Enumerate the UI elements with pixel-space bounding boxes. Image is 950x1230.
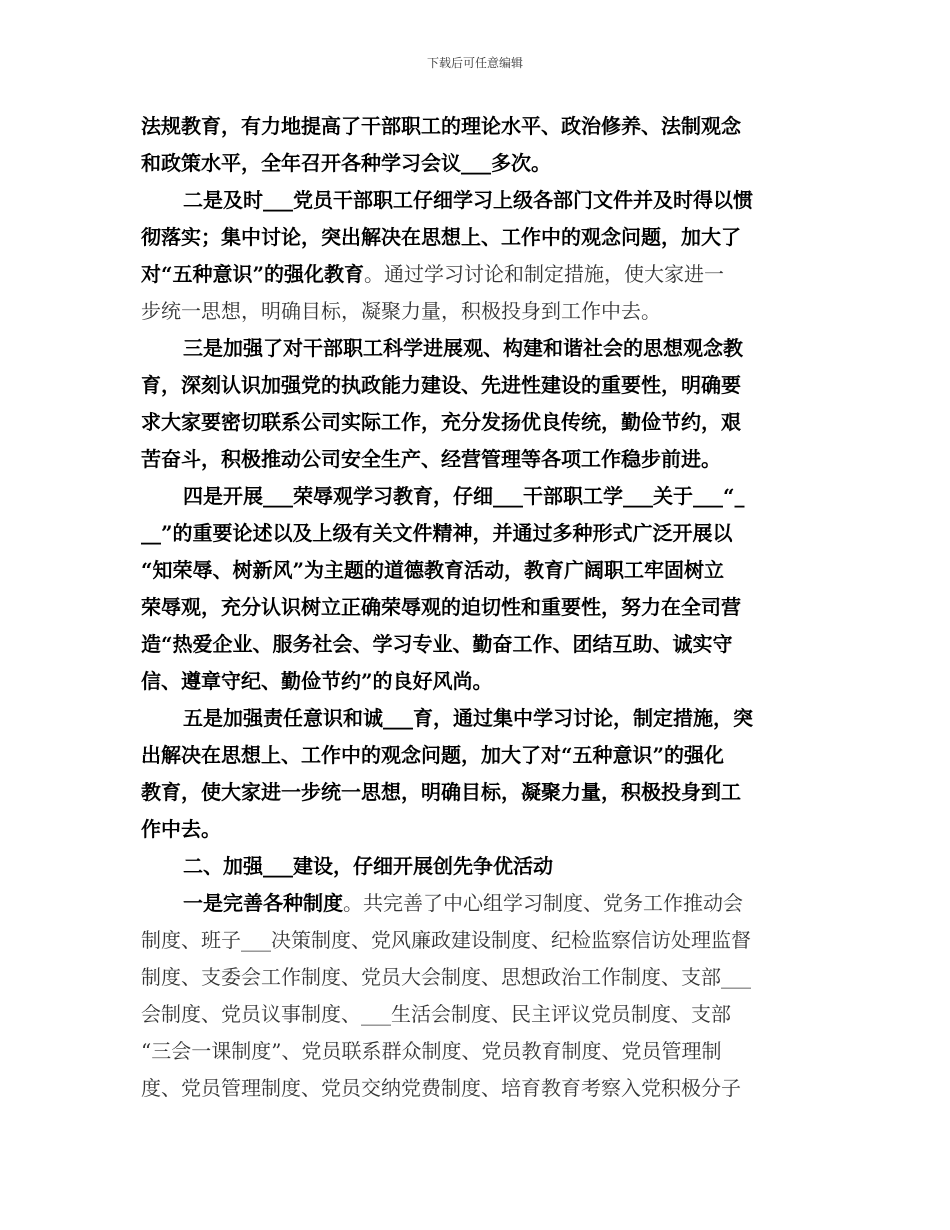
bold-text-segment: __”的重要论述以及上级有关文件精神，并通过多种形式广泛开展以 — [141, 521, 733, 545]
bold-text-segment: “知荣辱、树新风”为主题的道德教育活动，教育广阔职工牢固树立 — [141, 558, 725, 582]
text-line — [141, 811, 809, 848]
text-line — [141, 108, 809, 145]
bold-text-segment: 育，深刻认识加强党的执政能力建设、先进性建设的重要性，明确要 — [141, 373, 741, 397]
text-line — [141, 552, 809, 589]
text-line — [141, 589, 809, 626]
regular-text-segment: “三会一课制度”、党员联系群众制度、党员教育制度、党员管理制 — [141, 1039, 722, 1063]
text-line — [141, 515, 809, 552]
text-line — [141, 626, 809, 663]
text-line — [141, 182, 809, 219]
bold-text-segment: 和政策水平，全年召开各种学习会议___多次。 — [141, 151, 551, 175]
document-body — [141, 108, 809, 1107]
bold-text-segment: 造“热爱企业、服务社会、学习专业、勤奋工作、团结互助、诚实守 — [141, 632, 733, 656]
bold-text-segment: 五是加强责任意识和诚___育，通过集中学习讨论，制定措施，突 — [183, 706, 753, 730]
bold-text-segment: 二是及时___党员干部职工仔细学习上级各部门文件并及时得以惯 — [183, 188, 753, 212]
text-line — [141, 478, 809, 515]
bold-text-segment: 三是加强了对干部职工科学进展观、构建和谐社会的思想观念教 — [183, 336, 743, 360]
text-line — [141, 1070, 809, 1107]
bold-text-segment: 荣辱观，充分认识树立正确荣辱观的迫切性和重要性，努力在全司营 — [141, 595, 741, 619]
text-line — [141, 219, 809, 256]
text-line — [141, 1033, 809, 1070]
bold-text-segment: 信、遵章守纪、勤俭节约”的良好风尚。 — [141, 669, 493, 693]
bold-text-segment: 求大家要密切联系公司实际工作，充分发扬优良传统，勤俭节约，艰 — [141, 410, 741, 434]
text-line — [141, 885, 809, 922]
text-line — [141, 848, 809, 885]
text-line — [141, 700, 809, 737]
regular-text-segment: 步统一思想，明确目标，凝聚力量，积极投身到工作中去。 — [141, 299, 661, 323]
regular-text-segment: 。通过学习讨论和制定措施，使大家进一 — [364, 262, 725, 286]
text-line — [141, 367, 809, 404]
text-line — [141, 959, 809, 996]
page-header: 下载后可任意编辑 — [426, 56, 523, 70]
regular-text-segment: 会制度、党员议事制度、___生活会制度、民主评议党员制度、支部 — [141, 1002, 731, 1026]
text-line — [141, 663, 809, 700]
text-line — [141, 441, 809, 478]
bold-text-segment: 苦奋斗，积极推动公司安全生产、经营管理等各项工作稳步前进。 — [141, 447, 721, 471]
bold-text-segment: 二、加强___建设，仔细开展创先争优活动 — [183, 854, 553, 878]
bold-text-segment: 彻落实；集中讨论，突出解决在思想上、工作中的观念问题，加大了 — [141, 225, 741, 249]
text-line — [141, 404, 809, 441]
text-line — [141, 737, 809, 774]
text-line — [141, 256, 809, 293]
bold-text-segment: 对“五种意识”的强化教育 — [141, 262, 365, 286]
bold-text-segment: 四是开展___荣辱观学习教育，仔细___干部职工学___关于___“_ — [183, 484, 745, 508]
text-line — [141, 774, 809, 811]
text-line — [141, 922, 809, 959]
text-line — [141, 145, 809, 182]
bold-text-segment: 法规教育，有力地提高了干部职工的理论水平、政治修养、法制观念 — [141, 114, 741, 138]
bold-text-segment: 一是完善各种制度 — [183, 891, 343, 915]
regular-text-segment: 制度、班子___决策制度、党风廉政建设制度、纪检监察信访处理监督 — [141, 928, 751, 952]
regular-text-segment: 度、党员管理制度、党员交纳党费制度、培育教育考察入党积极分子 — [141, 1076, 741, 1100]
bold-text-segment: 教育，使大家进一步统一思想，明确目标，凝聚力量，积极投身到工 — [141, 780, 741, 804]
bold-text-segment: 出解决在思想上、工作中的观念问题，加大了对“五种意识”的强化 — [141, 743, 725, 767]
bold-text-segment: 作中去。 — [141, 817, 221, 841]
text-line — [141, 330, 809, 367]
text-line — [141, 996, 809, 1033]
regular-text-segment: 。共完善了中心组学习制度、党务工作推动会 — [343, 891, 743, 915]
regular-text-segment: 制度、支委会工作制度、党员大会制度、思想政治工作制度、支部___ — [141, 965, 751, 989]
text-line — [141, 293, 809, 330]
